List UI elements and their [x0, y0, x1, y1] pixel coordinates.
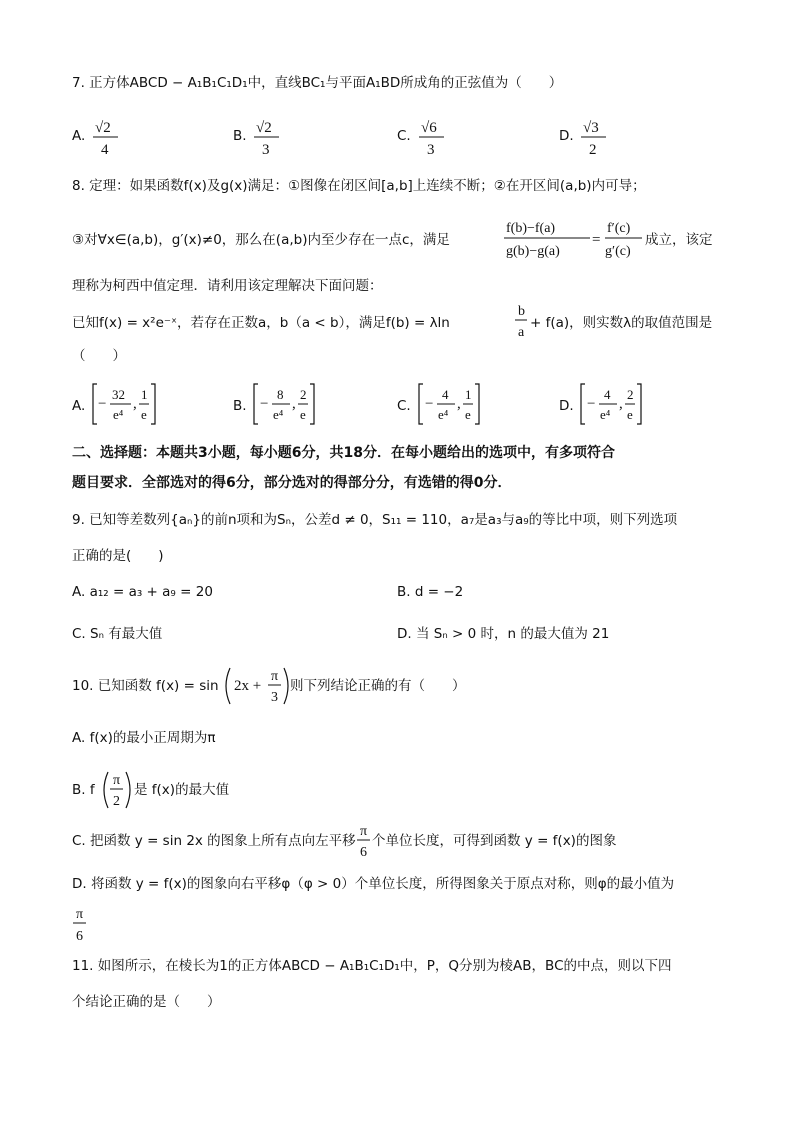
fraction-denominator: g(b)−g(a) [506, 244, 560, 259]
fraction-numerator: f(b)−f(a) [506, 221, 556, 236]
q9-option-c[interactable]: C. Sₙ 有最大值 [72, 626, 163, 642]
left-bracket [254, 384, 258, 424]
comma: , [457, 396, 461, 412]
fraction-denominator: e [300, 407, 306, 422]
left-bracket [419, 384, 423, 424]
fraction-numerator: π [360, 824, 368, 839]
option-label: A. [72, 128, 86, 144]
section-2-heading-line-2: 题目要求．全部选对的得6分，部分选对的得部分分，有选错的得0分． [72, 475, 512, 491]
fraction-numerator: 2 [627, 387, 634, 402]
q7-option-a[interactable] [72, 120, 118, 158]
fraction-denominator: e⁴ [273, 407, 284, 422]
fraction-numerator: π [271, 669, 279, 684]
equals-sign: = [592, 232, 601, 248]
q10-option-c[interactable] [72, 824, 616, 860]
fraction-denominator: e⁴ [113, 407, 124, 422]
q8-line-1: 8. 定理：如果函数f(x)及g(x)满足：①图像在闭区间[a,b]上连续不断；②在开区间(a,b)内可导； [72, 178, 646, 194]
q10-option-c-post: 个单位长度，可得到函数 y = f(x)的图象 [372, 833, 617, 849]
fraction-numerator: 8 [277, 387, 284, 402]
fraction-numerator: 2 [300, 387, 307, 402]
right-paren [284, 668, 288, 704]
fraction-denominator: 3 [427, 142, 435, 158]
fraction-denominator: e⁴ [600, 407, 611, 422]
right-bracket [637, 384, 641, 424]
fraction-numerator: b [518, 304, 525, 319]
q10-stem-pre: 10. 已知函数 f(x) = sin [72, 678, 219, 694]
fraction-numerator: 32 [112, 387, 125, 402]
q8-option-c[interactable] [397, 384, 479, 424]
q11-line-1: 11. 如图所示，在棱长为1的正方体ABCD − A₁B₁C₁D₁中，P，Q分别为棱AB，BC的中点，则以下四 [72, 958, 672, 974]
q8-line-4-post: + f(a)，则实数λ的取值范围是 [530, 315, 713, 331]
q7-option-d[interactable] [559, 120, 606, 158]
q9-option-a[interactable]: A. a₁₂ = a₃ + a₉ = 20 [72, 584, 213, 600]
q10-option-b-post: 是 f(x)的最大值 [134, 782, 230, 798]
left-bracket [93, 384, 97, 424]
left-paren [104, 772, 108, 808]
option-label: D. [559, 128, 574, 144]
q8-line-3: 理称为柯西中值定理．请利用该定理解决下面问题： [72, 278, 383, 294]
option-label: C. [397, 398, 411, 414]
section-2-heading-line-1: 二、选择题：本题共3小题，每小题6分，共18分．在每小题给出的选项中，有多项符合 [72, 445, 615, 461]
left-paren [226, 668, 230, 704]
q7-option-c[interactable] [397, 120, 444, 158]
fraction-numerator: √3 [583, 120, 599, 136]
fraction-numerator: √6 [421, 120, 437, 136]
minus-sign: − [98, 396, 107, 412]
fraction-numerator: √2 [95, 120, 111, 136]
fraction-denominator: e⁴ [438, 407, 449, 422]
option-label: B. [233, 128, 247, 144]
option-label: B. [233, 398, 247, 414]
q10-option-d[interactable] [72, 875, 674, 944]
fraction-numerator: f′(c) [607, 221, 631, 236]
q8-line-2 [72, 221, 713, 259]
fraction-denominator: 2 [589, 142, 597, 158]
fraction-denominator: 3 [262, 142, 270, 158]
q10-option-b[interactable] [72, 772, 230, 809]
left-bracket [581, 384, 585, 424]
comma: , [133, 396, 137, 412]
fraction-numerator: π [76, 907, 84, 922]
fraction-denominator: 3 [271, 690, 278, 705]
fraction-denominator: 6 [360, 845, 367, 860]
q8-line-5: （ ） [72, 348, 126, 364]
fraction-denominator: g′(c) [605, 244, 631, 259]
q7-stem: 7. 正方体ABCD − A₁B₁C₁D₁中，直线BC₁与平面A₁BD所成角的正弦值为（ ） [72, 75, 563, 91]
fraction-numerator: 1 [141, 387, 148, 402]
minus-sign: − [425, 396, 434, 412]
comma: , [619, 396, 623, 412]
q8-line-4 [72, 304, 713, 340]
right-bracket [151, 384, 155, 424]
q10-option-c-pre: C. 把函数 y = sin 2x 的图象上所有点向左平移 [72, 833, 356, 849]
q9-line-2: 正确的是( ) [72, 548, 164, 564]
q11-line-2: 个结论正确的是（ ） [72, 994, 221, 1010]
q8-line-2-pre: ③对∀x∈(a,b)，g′(x)≠0，那么在(a,b)内至少存在一点c，满足 [72, 232, 450, 248]
q8-line-4-pre: 已知f(x) = x²e⁻ˣ，若存在正数a，b（a < b），满足f(b) = λln [72, 315, 450, 331]
fraction-numerator: 4 [442, 387, 449, 402]
fraction-denominator: 4 [101, 142, 109, 158]
q10-stem [72, 668, 466, 705]
q10-option-d-line-1: D. 将函数 y = f(x)的图象向右平移φ（φ > 0）个单位长度，所得图象关于原点对称，则φ的最小值为 [72, 876, 675, 892]
q8-option-b[interactable] [233, 384, 314, 424]
fraction-denominator: e [141, 407, 147, 422]
option-label: A. [72, 398, 86, 414]
fraction-numerator: 4 [604, 387, 611, 402]
option-label: C. [397, 128, 411, 144]
fraction-numerator: √2 [256, 120, 272, 136]
fraction-denominator: e [465, 407, 471, 422]
q9-option-b[interactable]: B. d = −2 [397, 584, 464, 600]
minus-sign: − [587, 396, 596, 412]
fraction-numerator: π [113, 773, 121, 788]
comma: , [292, 396, 296, 412]
q10-option-a[interactable]: A. f(x)的最小正周期为π [72, 730, 216, 746]
fraction-denominator: 2 [113, 794, 120, 809]
q9-option-d[interactable]: D. 当 Sₙ > 0 时，n 的最大值为 21 [397, 626, 610, 642]
fraction-denominator: a [518, 325, 525, 340]
fraction-numerator: 1 [465, 387, 472, 402]
q10-stem-post: 则下列结论正确的有（ ） [290, 678, 466, 694]
fraction-denominator: e [627, 407, 633, 422]
right-bracket [475, 384, 479, 424]
minus-sign: − [260, 396, 269, 412]
q10-stem-arg: 2x + [234, 678, 262, 694]
right-bracket [310, 384, 314, 424]
q10-option-b-pre: B. f [72, 782, 95, 798]
q7-option-b[interactable] [233, 120, 279, 158]
q8-line-2-post: 成立，该定 [645, 232, 713, 248]
right-paren [126, 772, 130, 808]
option-label: D. [559, 398, 574, 414]
q8-option-a[interactable] [72, 384, 155, 424]
fraction-denominator: 6 [76, 929, 83, 944]
q9-line-1: 9. 已知等差数列{aₙ}的前n项和为Sₙ，公差d ≠ 0，S₁₁ = 110，a₇是a₃与a₉的等比中项，则下列选项 [72, 512, 678, 528]
q8-option-d[interactable] [559, 384, 641, 424]
